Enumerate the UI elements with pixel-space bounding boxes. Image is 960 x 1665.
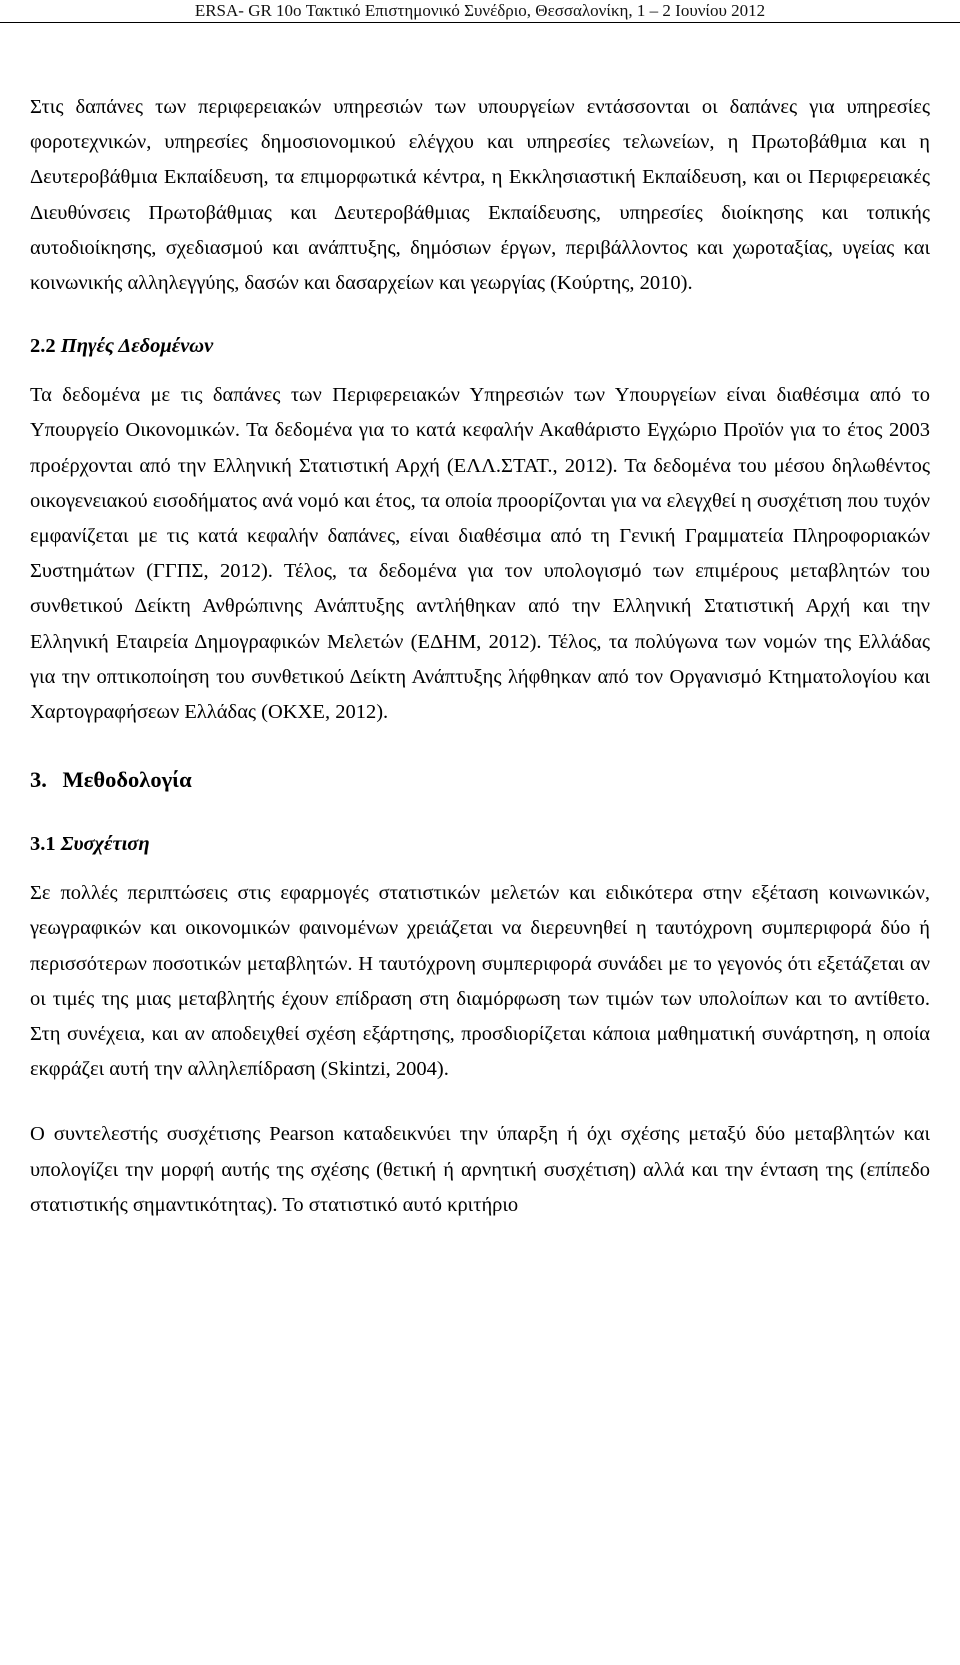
running-header bbox=[0, 0, 960, 22]
document-body bbox=[30, 90, 930, 1223]
section-2-2-heading bbox=[30, 329, 930, 364]
section-3-number: 3. bbox=[30, 767, 47, 793]
running-header-title: ERSA- GR 10o Τακτικό Επιστημονικό Συνέδριο, Θεσσαλονίκη, 1 – 2 Ιουνίου 2012 bbox=[194, 1, 766, 20]
section-3-1-heading bbox=[30, 827, 930, 862]
section-3-heading bbox=[30, 762, 930, 797]
section-3-1-paragraph-2: Ο συντελεστής συσχέτισης Pearson καταδεικνύει την ύπαρξη ή όχι σχέσης μεταξύ δύο μεταβλητών και υπολογίζει την μορφή αυτής της σχέσης (θετική ή αρνητική συσχέτιση) αλλά και την ένταση της (επίπεδο στατιστικής σημαντικότητας). Το στατιστικό αυτό κριτήριο bbox=[30, 1123, 930, 1216]
section-2-2-title: Πηγές Δεδομένων bbox=[60, 335, 214, 358]
section-3-title: Μεθοδολογία bbox=[62, 767, 192, 793]
section-3-1-number: 3.1 bbox=[30, 833, 56, 856]
section-3-1-paragraph-1: Σε πολλές περιπτώσεις στις εφαρμογές στατιστικών μελετών και ειδικότερα στην εξέταση κοινωνικών, γεωγραφικών και οικονομικών φαινομένων χρειάζεται να διερευνηθεί η ταυτόχρονη συμπεριφορά δύο ή περισσότερων ποσοτικών μεταβλητών. Η ταυτόχρονη συμπεριφορά συνάδει με το γεγονός ότι εξετάζεται αν οι τιμές της μιας μεταβλητής έχουν επίδραση στη διαμόρφωση των τιμών των υπολοίπων και το αντίθετο. Στη συνέχεια, και αν αποδειχθεί σχέση εξάρτησης, προσδιορίζεται κάποια μαθηματική συνάρτηση, η οποία εκφράζει αυτή την αλληλεπίδραση (Skintzi, 2004). bbox=[30, 882, 930, 1081]
section-2-2-number: 2.2 bbox=[30, 335, 56, 358]
section-2-2-paragraph: Τα δεδομένα με τις δαπάνες των Περιφερειακών Υπηρεσιών των Υπουργείων είναι διαθέσιμα από το Υπουργείο Οικονομικών. Τα δεδομένα για το κατά κεφαλήν Ακαθάριστο Εγχώριο Προϊόν για το έτος 2003 προέρχονται από την Ελληνική Στατιστική Αρχή (ΕΛΛ.ΣΤΑΤ., 2012). Τα δεδομένα του μέσου δηλωθέντος οικογενειακού εισοδήματος ανά νομό και έτος, τα οποία προορίζονται για να ελεγχθεί η συσχέτιση που τυχόν εμφανίζεται με τις κατά κεφαλήν δαπάνες, είναι διαθέσιμα από τη Γενική Γραμματεία Πληροφοριακών Συστημάτων (ΓΓΠΣ, 2012). Τέλος, τα δεδομένα για τον υπολογισμό των επιμέρους μεταβλητών του συνθετικού Δείκτη Ανθρώπινης Ανάπτυξης αντλήθηκαν από την Ελληνική Στατιστική Αρχή και την Ελληνική Εταιρεία Δημογραφικών Μελετών (ΕΔΗΜ, 2012). Τέλος, τα πολύγωνα των νομών της Ελλάδας για την οπτικοποίηση του συνθετικού Δείκτη Ανάπτυξης λήφθηκαν από τον Οργανισμό Κτηματολογίου και Χαρτογραφήσεων Ελλάδας (ΟΚΧΕ, 2012). bbox=[30, 384, 930, 724]
header-rule bbox=[0, 22, 960, 23]
intro-paragraph: Στις δαπάνες των περιφερειακών υπηρεσιών των υπουργείων εντάσσονται οι δαπάνες για υπηρεσίες φοροτεχνικών, υπηρεσίες δημοσιονομικού ελέγχου και υπηρεσίες τελωνείων, η Πρωτοβάθμια και η Δευτεροβάθμια Εκπαίδευση, τα επιμορφωτικά κέντρα, η Εκκλησιαστική Εκπαίδευση, και οι Περιφερειακές Διευθύνσεις Πρωτοβάθμιας και Δευτεροβάθμιας Εκπαίδευσης, υπηρεσίες διοίκησης και τοπικής αυτοδιοίκησης, σχεδιασμού και ανάπτυξης, δημόσιων έργων, περιβάλλοντος και χωροταξίας, υγείας και κοινωνικής αλληλεγγύης, δασών και δασαρχείων και γεωργίας (Κούρτης, 2010). bbox=[30, 96, 930, 295]
section-3-1-title: Συσχέτιση bbox=[60, 833, 150, 856]
